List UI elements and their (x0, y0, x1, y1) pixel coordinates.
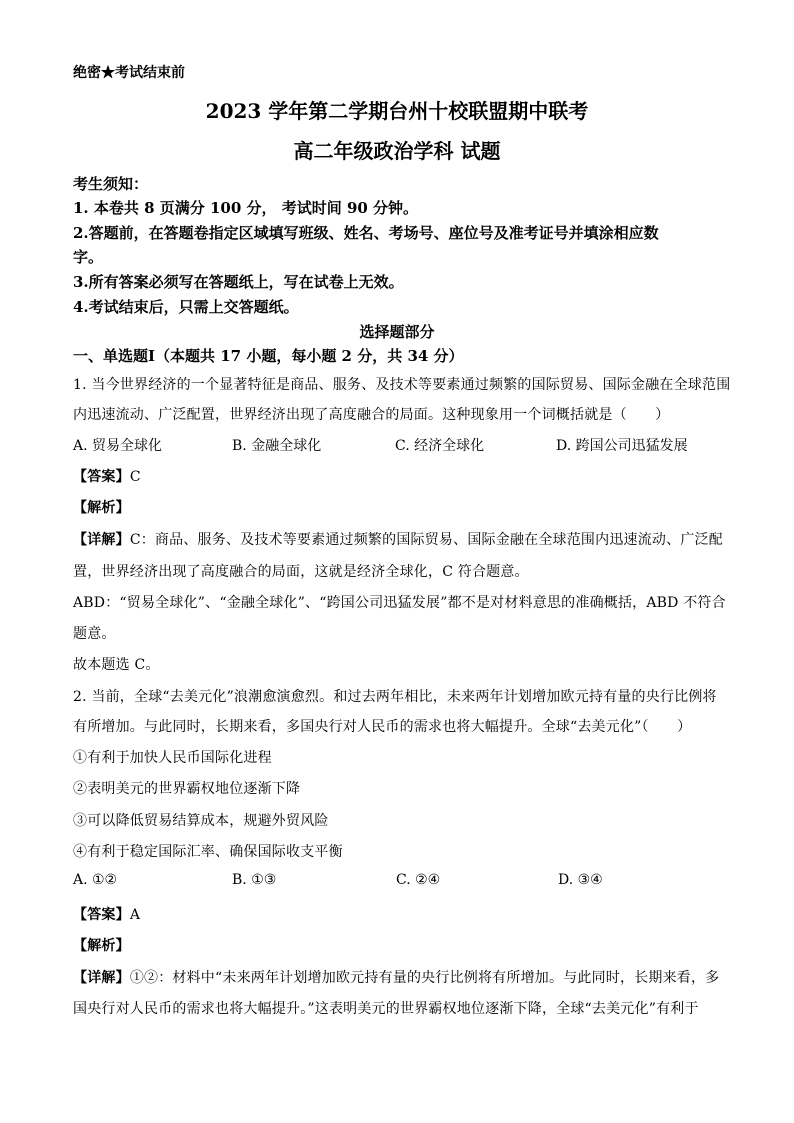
q1-option-a: A. 贸易全球化 (73, 438, 163, 454)
confidential-label: 绝密★考试结束前 (73, 65, 185, 81)
q1-detail-line4: 题意。 (73, 626, 116, 642)
exam-subtitle: 高二年级政治学科 试题 (293, 139, 501, 163)
answer-value: A (129, 907, 141, 923)
q2-statement-3: ③可以降低贸易结算成本，规避外贸风险 (73, 813, 329, 829)
q1-answer (73, 466, 141, 486)
section-part-title: 选择题部分 (359, 323, 435, 341)
q2-detail-line1 (73, 967, 719, 987)
q1-conclusion: 故本题选 C。 (73, 657, 160, 673)
q1-option-d: D. 跨国公司迅猛发展 (556, 438, 688, 454)
q2-stem-line2: 有所增加。与此同时，长期来看，多国央行对人民币的需求也将大幅提升。全球“去美元化”（ ） (73, 719, 692, 735)
q1-analysis-tag: 【解析】 (73, 500, 130, 516)
q2-analysis-tag: 【解析】 (73, 938, 130, 954)
section-heading: 一、单选题Ⅰ（本题共 17 小题，每小题 2 分，共 34 分） (73, 347, 464, 365)
detail-tag: 【详解】 (73, 970, 130, 986)
answer-tag: 【答案】 (73, 469, 130, 485)
q1-stem-line2: 内迅速流动、广泛配置，世界经济出现了高度融合的局面。这种现象用一个词概括就是（ ） (73, 407, 670, 423)
q1-detail-line1 (73, 529, 723, 549)
q2-stem-line1: 2. 当前，全球“去美元化”浪潮愈演愈烈。和过去两年相比，未来两年计划增加欧元持有量的央行比例将 (73, 689, 717, 705)
q2-statement-4: ④有利于稳定国际汇率、确保国际收支平衡 (73, 844, 343, 860)
q1-detail-line3: ABD：“贸易全球化”、“金融全球化”、“跨国公司迅猛发展”都不是对材料意思的准确概括，ABD 不符合 (73, 595, 726, 611)
answer-value: C (129, 469, 141, 485)
q1-detail-line2: 置，世界经济出现了高度融合的局面，这就是经济全球化，C 符合题意。 (73, 564, 529, 580)
answer-tag: 【答案】 (73, 907, 130, 923)
detail-text: C：商品、服务、及技术等要素通过频繁的国际贸易、国际金融在全球范围内迅速流动、广泛配 (129, 532, 723, 548)
q2-option-d: D. ③④ (558, 872, 603, 888)
q2-answer (73, 904, 140, 924)
notes-heading: 考生须知： (73, 175, 149, 193)
q1-option-b: B. 金融全球化 (232, 438, 322, 454)
detail-text: ①②：材料中“未来两年计划增加欧元持有量的央行比例将有所增加。与此同时，长期来看，多 (129, 970, 720, 986)
q2-statement-1: ①有利于加快人民币国际化进程 (73, 750, 272, 766)
q1-option-c: C. 经济全球化 (395, 438, 485, 454)
q2-option-c: C. ②④ (396, 872, 441, 888)
exam-title: 2023 学年第二学期台州十校联盟期中联考 (205, 99, 589, 123)
note-2-cont: 字。 (73, 248, 104, 266)
q2-detail-line2: 国央行对人民币的需求也将大幅提升。”这表明美元的世界霸权地位逐渐下降，全球“去美元化”有利于 (73, 1001, 699, 1017)
q2-statement-2: ②表明美元的世界霸权地位逐渐下降 (73, 781, 301, 797)
q1-stem-line1: 1. 当今世界经济的一个显著特征是商品、服务、及技术等要素通过频繁的国际贸易、国际金融在全球范围 (73, 377, 731, 393)
detail-tag: 【详解】 (73, 532, 130, 548)
note-2: 2.答题前，在答题卷指定区域填写班级、姓名、考场号、座位号及准考证号并填涂相应数 (73, 224, 659, 242)
q2-option-a: A. ①② (73, 872, 118, 888)
q2-option-b: B. ①③ (232, 872, 277, 888)
note-3: 3.所有答案必须写在答题纸上，写在试卷上无效。 (73, 273, 404, 291)
note-4: 4.考试结束后，只需上交答题纸。 (73, 298, 299, 316)
note-1: 1. 本卷共 8 页满分 100 分， 考试时间 90 分钟。 (73, 199, 419, 217)
